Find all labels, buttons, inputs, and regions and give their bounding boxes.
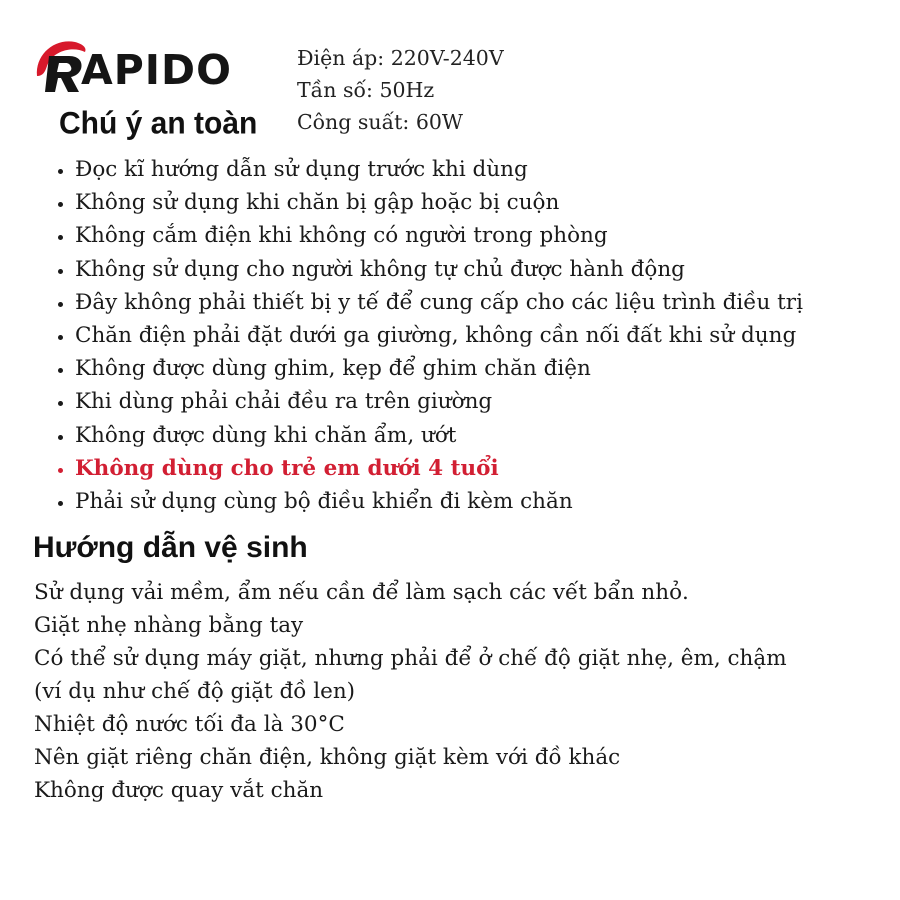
safety-item: • Không được dùng khi chăn ẩm, ướt bbox=[75, 419, 900, 452]
safety-item: • Không sử dụng cho người không tự chủ được hành động bbox=[75, 253, 900, 286]
cleaning-line: (ví dụ như chế độ giặt đồ len) bbox=[34, 679, 356, 704]
safety-item: • Phải sử dụng cùng bộ điều khiển đi kèm chăn bbox=[75, 485, 900, 518]
logo-wordmark: APIDO bbox=[81, 46, 232, 94]
safety-item-warning: • Không dùng cho trẻ em dưới 4 tuổi bbox=[75, 452, 900, 485]
safety-item: • Khi dùng phải chải đều ra trên giường bbox=[75, 385, 900, 418]
cleaning-instructions bbox=[34, 576, 884, 807]
cleaning-line: Không được quay vắt chăn bbox=[34, 778, 324, 803]
brand-logo bbox=[33, 36, 258, 106]
safety-item: • Đây không phải thiết bị y tế để cung cấp cho các liệu trình điều trị bbox=[75, 286, 900, 319]
cleaning-line: Nhiệt độ nước tối đa là 30°C bbox=[34, 712, 345, 737]
cleaning-line: Sử dụng vải mềm, ẩm nếu cần để làm sạch các vết bẩn nhỏ. bbox=[34, 580, 689, 605]
safety-item: • Không cắm điện khi không có người trong phòng bbox=[75, 219, 900, 252]
safety-item: • Không được dùng ghim, kẹp để ghim chăn điện bbox=[75, 352, 900, 385]
specs-block bbox=[297, 42, 504, 138]
spec-frequency: Tần số: 50Hz bbox=[297, 78, 435, 102]
cleaning-line: Có thể sử dụng máy giặt, nhưng phải để ở chế độ giặt nhẹ, êm, chậm bbox=[34, 646, 787, 671]
safety-list bbox=[47, 153, 900, 518]
safety-item: • Đọc kĩ hướng dẫn sử dụng trước khi dùng bbox=[75, 153, 900, 186]
safety-item: • Không sử dụng khi chăn bị gập hoặc bị cuộn bbox=[75, 186, 900, 219]
spec-voltage: Điện áp: 220V-240V bbox=[297, 46, 504, 70]
safety-item: • Chăn điện phải đặt dưới ga giường, không cần nối đất khi sử dụng bbox=[75, 319, 900, 352]
cleaning-line: Giặt nhẹ nhàng bằng tay bbox=[34, 613, 304, 638]
safety-title: Chú ý an toàn bbox=[59, 106, 258, 141]
cleaning-line: Nên giặt riêng chăn điện, không giặt kèm với đồ khác bbox=[34, 745, 621, 770]
spec-power: Công suất: 60W bbox=[297, 110, 463, 134]
cleaning-title: Hướng dẫn vệ sinh bbox=[33, 531, 308, 564]
